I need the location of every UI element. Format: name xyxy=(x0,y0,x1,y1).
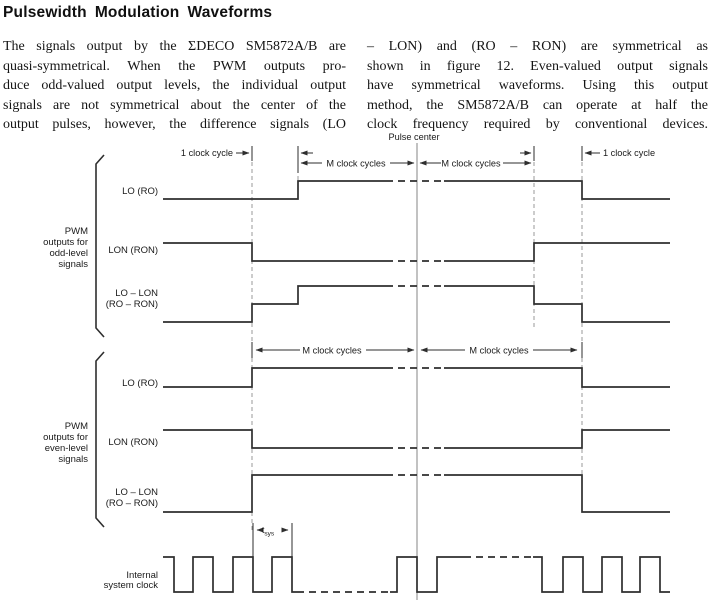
pwm-odd-group xyxy=(43,155,670,337)
m-clock-even-left-label: M clock cycles xyxy=(302,345,362,356)
body-line: method, the SM5872A/B can operate at half the xyxy=(367,97,708,113)
one-clock-left-label: 1 clock cycle xyxy=(180,148,233,158)
pulse-center-label: Pulse center xyxy=(388,132,440,142)
odd-group-label: PWM xyxy=(64,226,88,237)
body-line: duce odd-valued output levels, the individual output xyxy=(3,78,346,93)
m-clock-cycles-odd xyxy=(301,159,531,169)
odd-group-label: odd-level xyxy=(49,248,88,259)
even-diff-label: LO – LON xyxy=(115,487,158,498)
one-clock-cycle-right xyxy=(520,146,655,161)
odd-lo-label: LO (RO) xyxy=(122,186,158,197)
odd-group-brace xyxy=(96,155,104,337)
odd-group-label: signals xyxy=(58,259,88,270)
odd-lon-label: LON (RON) xyxy=(108,245,158,256)
body-line: output pulses, however, the difference signals (LO xyxy=(3,117,346,132)
body-line: signals are not symmetrical about the center of the xyxy=(3,97,346,113)
clock-waveform-left xyxy=(163,557,297,592)
even-diff-label: (RO – RON) xyxy=(105,498,158,509)
page-title: Pulsewidth Modulation Waveforms xyxy=(3,4,273,21)
m-clock-odd-right-label: M clock cycles xyxy=(441,158,501,169)
even-lo-label: LO (RO) xyxy=(122,378,158,389)
body-line: The signals output by the ΣDECO SM5872A/B are xyxy=(3,39,346,54)
m-clock-even-right-label: M clock cycles xyxy=(469,345,529,356)
pwm-even-group xyxy=(43,352,670,527)
pwm-timing-diagram xyxy=(0,130,713,600)
body-line: quasi-symmetrical. When the PWM outputs pro- xyxy=(3,58,346,74)
body-line: shown in figure 12. Even-valued output signals xyxy=(367,58,708,74)
clock-waveform-right xyxy=(533,557,670,592)
odd-diff-label: LO – LON xyxy=(115,288,158,299)
body-column-left xyxy=(3,37,346,135)
body-column-right xyxy=(367,37,708,135)
even-group-label: signals xyxy=(58,454,88,465)
internal-clock-group xyxy=(104,557,670,592)
even-group-brace xyxy=(96,352,104,527)
body-line: have symmetrical waveforms. Using this output xyxy=(367,78,708,93)
even-group-label: even-level xyxy=(44,443,88,454)
body-line: – LON) and (RO – RON) are symmetrical as xyxy=(367,39,708,54)
even-group-label: PWM xyxy=(64,421,88,432)
t-sys-label: $t_{sys}$ xyxy=(261,525,275,538)
body-line: clock frequency required by conventional devices. xyxy=(367,117,708,132)
one-clock-cycle-left xyxy=(181,146,313,173)
clock-label: Internal xyxy=(126,570,158,581)
odd-diff-label: (RO – RON) xyxy=(105,299,158,310)
guide-lines xyxy=(252,143,582,600)
even-group-label: outputs for xyxy=(43,432,88,443)
one-clock-right-label: 1 clock cycle xyxy=(603,148,656,158)
clock-waveform-center xyxy=(390,557,464,592)
odd-group-label: outputs for xyxy=(43,237,88,248)
clock-label: system clock xyxy=(103,580,158,591)
m-clock-odd-left-label: M clock cycles xyxy=(326,158,386,169)
t-sys-annotation xyxy=(253,523,292,557)
even-lon-label: LON (RON) xyxy=(108,437,158,448)
